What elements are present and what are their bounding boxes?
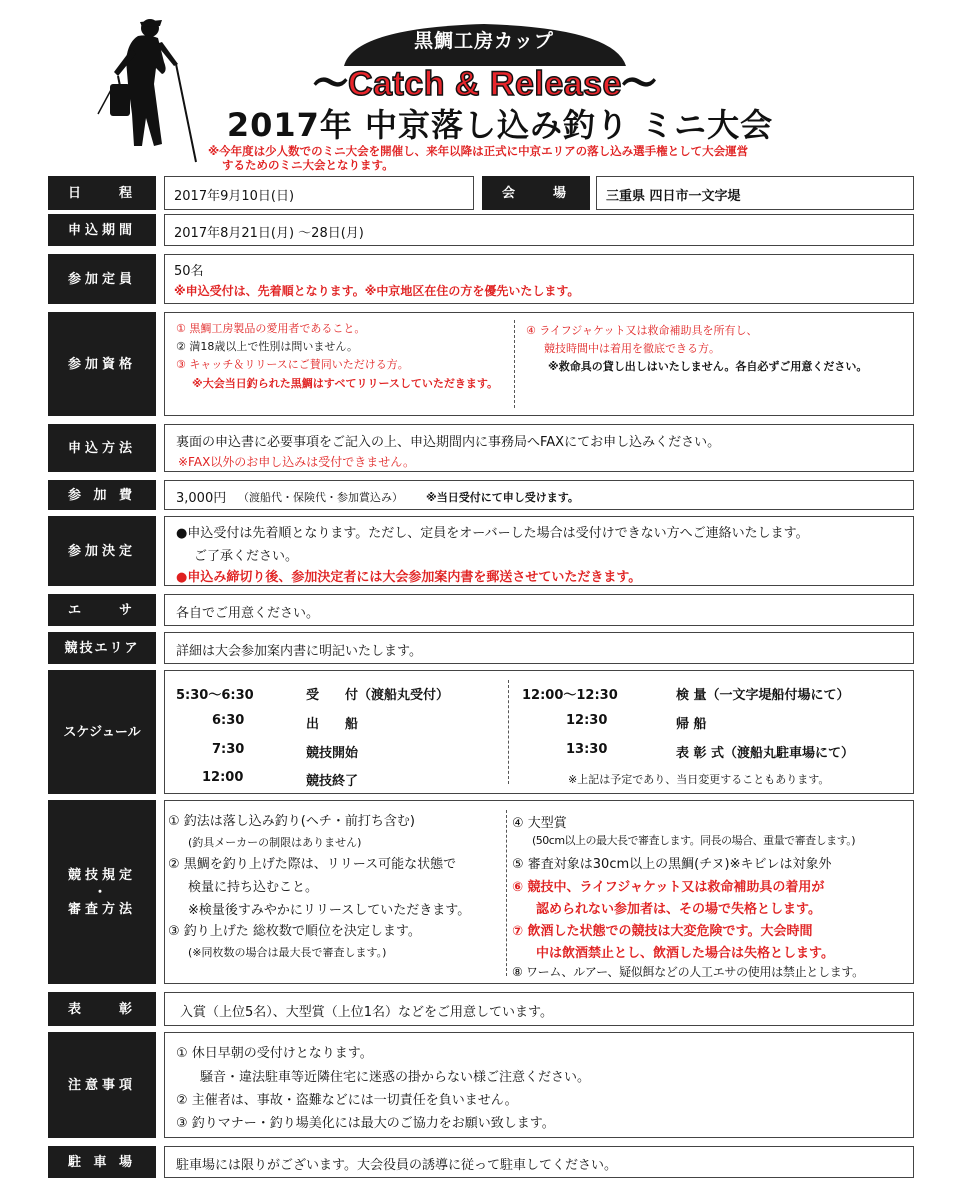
rule-4-note: (50cm以上の最大長で審査します。同長の場合、重量で審査します。)	[532, 834, 856, 847]
area-value: 詳細は大会参加案内書に明記いたします。	[176, 644, 422, 659]
header-note-line1: ※今年度は少人数でのミニ大会を開催し、来年以降は正式に中京エリアの落し込み選手権として大会運営	[208, 144, 749, 158]
schedule-right-time-1: 12:00〜12:30	[522, 688, 618, 703]
apply-period-label: 申込期間	[48, 214, 156, 246]
schedule-left-event-1: 受 付（渡船丸受付）	[306, 688, 450, 703]
decision-line3: ●申込み締切り後、参加決定者には大会参加案内書を郵送させていただきます。	[176, 570, 642, 585]
qualification-item-4: ④ ライフジャケット又は救命補助具を所有し、	[526, 324, 758, 337]
note-3: ③ 釣りマナー・釣り場美化には最大のご協力をお願い致します。	[176, 1116, 555, 1131]
qualification-row	[48, 312, 156, 416]
award-row	[48, 992, 156, 1026]
capacity-note: ※申込受付は、先着順となります。※中京地区在住の方を優先いたします。	[174, 284, 580, 298]
decision-label: 参加決定	[48, 516, 156, 586]
apply-method-note: ※FAX以外のお申し込みは受付できません。	[178, 455, 416, 469]
rule-7: ⑦ 飲酒した状態での競技は大変危険です。大会時間	[512, 924, 813, 939]
bait-label: エ サ	[48, 594, 156, 626]
date-row	[48, 176, 156, 210]
venue-label: 会 場	[482, 176, 590, 210]
notes-label: 注意事項	[48, 1032, 156, 1138]
rule-4: ④ 大型賞	[512, 816, 567, 831]
parking-row	[48, 1146, 156, 1178]
rules-row	[48, 800, 156, 984]
schedule-left-time-4: 12:00	[202, 770, 244, 785]
qualification-divider	[514, 320, 515, 408]
schedule-left-time-2: 6:30	[212, 713, 245, 728]
header-note	[208, 144, 828, 172]
parking-value: 駐車場には限りがございます。大会役員の誘導に従って駐車してください。	[176, 1158, 617, 1173]
award-value: 入賞（上位5名）、大型賞（上位1名）などをご用意しています。	[180, 1005, 554, 1020]
rule-8: ⑧ ワーム、ルアー、疑似餌などの人工エサの使用は禁止とします。	[512, 965, 864, 979]
fee-row	[48, 480, 156, 510]
rule-6: ⑥ 競技中、ライフジャケット又は救命補助具の着用が	[512, 880, 825, 895]
schedule-row	[48, 670, 156, 794]
capacity-row	[48, 254, 156, 304]
venue-value: 三重県 四日市一文字堤	[606, 189, 741, 204]
decision-line2: ご了承ください。	[194, 549, 299, 564]
rule-7-cont: 中は飲酒禁止とし、飲酒した場合は失格とします。	[536, 946, 834, 961]
date-value: 2017年9月10日(日)	[174, 189, 295, 204]
rule-2: ② 黒鯛を釣り上げた際は、リリース可能な状態で	[168, 857, 457, 872]
qualification-item-4-cont: 競技時間中は着用を徹底できる方。	[544, 342, 720, 355]
rules-label-line1: 競技規定	[67, 867, 136, 883]
note-1-cont: 騒音・違法駐車等近隣住宅に迷惑の掛からない様ご注意ください。	[200, 1070, 591, 1085]
page-title: 2017年 中京落し込み釣り ミニ大会	[226, 106, 774, 144]
notes-row	[48, 1032, 156, 1138]
capacity-label: 参加定員	[48, 254, 156, 304]
fee-note: ※当日受付にて申し受けます。	[426, 491, 579, 504]
apply-method-row	[48, 424, 156, 472]
schedule-label: スケジュール	[48, 670, 156, 794]
area-label: 競技エリア	[48, 632, 156, 664]
schedule-left-event-2: 出 船	[306, 717, 359, 732]
schedule-right-time-2: 12:30	[566, 713, 608, 728]
fee-value: 3,000円	[176, 491, 227, 506]
schedule-left-time-1: 5:30〜6:30	[176, 688, 254, 703]
date-label: 日 程	[48, 176, 156, 210]
parking-label: 駐 車 場	[48, 1146, 156, 1178]
rule-2-note: ※検量後すみやかにリリースしていただきます。	[188, 903, 471, 918]
qualification-label: 参加資格	[48, 312, 156, 416]
apply-period-row	[48, 214, 156, 246]
schedule-right-time-3: 13:30	[566, 742, 608, 757]
schedule-right-event-3: 表 彰 式（渡船丸駐車場にて）	[676, 746, 855, 761]
apply-method-label: 申込方法	[48, 424, 156, 472]
qualification-item-4-note: ※救命具の貸し出しはいたしません。各自必ずご用意ください。	[548, 360, 868, 373]
header	[0, 0, 960, 176]
schedule-left-event-3: 競技開始	[306, 746, 359, 761]
bait-value: 各自でご用意ください。	[176, 606, 320, 621]
apply-period-value: 2017年8月21日(月) 〜28日(月)	[174, 226, 364, 241]
note-2: ② 主催者は、事故・盗難などには一切責任を負いません。	[176, 1093, 518, 1108]
schedule-right-event-1: 検 量（一文字堤船付場にて）	[676, 688, 850, 703]
schedule-left-event-4: 競技終了	[306, 774, 359, 789]
capacity-value: 50名	[174, 264, 204, 279]
qualification-item-3-note: ※大会当日釣られた黒鯛はすべてリリースしていただきます。	[192, 377, 499, 390]
note-1: ① 休日早朝の受付けとなります。	[176, 1046, 373, 1061]
qualification-item-1: ① 黒鯛工房製品の愛用者であること。	[176, 322, 366, 335]
fee-label: 参 加 費	[48, 480, 156, 510]
header-note-line2: するためのミニ大会となります。	[222, 158, 394, 172]
rules-divider	[506, 810, 507, 976]
decision-row	[48, 516, 156, 586]
fee-detail: （渡船代・保険代・参加賞込み）	[238, 491, 403, 504]
rule-3: ③ 釣り上げた 総枚数で順位を決定します。	[168, 924, 421, 939]
rule-2-cont: 検量に持ち込むこと。	[188, 880, 319, 895]
rule-1-note: (釣具メーカーの制限はありません)	[188, 836, 362, 849]
rules-label-dot: ・	[93, 884, 111, 900]
rule-6-cont: 認められない参加者は、その場で失格とします。	[536, 902, 821, 917]
qualification-item-2: ② 満18歳以上で性別は問いません。	[176, 340, 359, 353]
schedule-right-event-2: 帰 船	[676, 717, 707, 732]
rules-label	[48, 800, 156, 984]
catch-release-logo: 〜Catch & Release〜	[313, 65, 657, 103]
schedule-divider	[508, 680, 509, 784]
area-row	[48, 632, 156, 664]
rule-1: ① 釣法は落し込み釣り(ヘチ・前打ち含む)	[168, 814, 415, 829]
rule-3-note: (※同枚数の場合は最大長で審査します。)	[188, 946, 387, 959]
cup-name: 黒鯛工房カップ	[414, 30, 554, 52]
qualification-item-3: ③ キャッチ＆リリースにご賛同いただける方。	[176, 358, 409, 371]
bait-row	[48, 594, 156, 626]
decision-line1: ●申込受付は先着順となります。ただし、定員をオーバーした場合は受付けできない方へご連絡いたします。	[176, 526, 809, 541]
schedule-note: ※上記は予定であり、当日変更することもあります。	[568, 773, 830, 786]
rule-5: ⑤ 審査対象は30cm以上の黒鯛(チヌ)※キビレは対象外	[512, 857, 832, 872]
award-label: 表 彰	[48, 992, 156, 1026]
apply-method-value: 裏面の申込書に必要事項をご記入の上、申込期間内に事務局へFAXにてお申し込みください。	[176, 435, 721, 450]
schedule-left-time-3: 7:30	[212, 742, 245, 757]
rules-label-line2: 審査方法	[67, 901, 136, 917]
